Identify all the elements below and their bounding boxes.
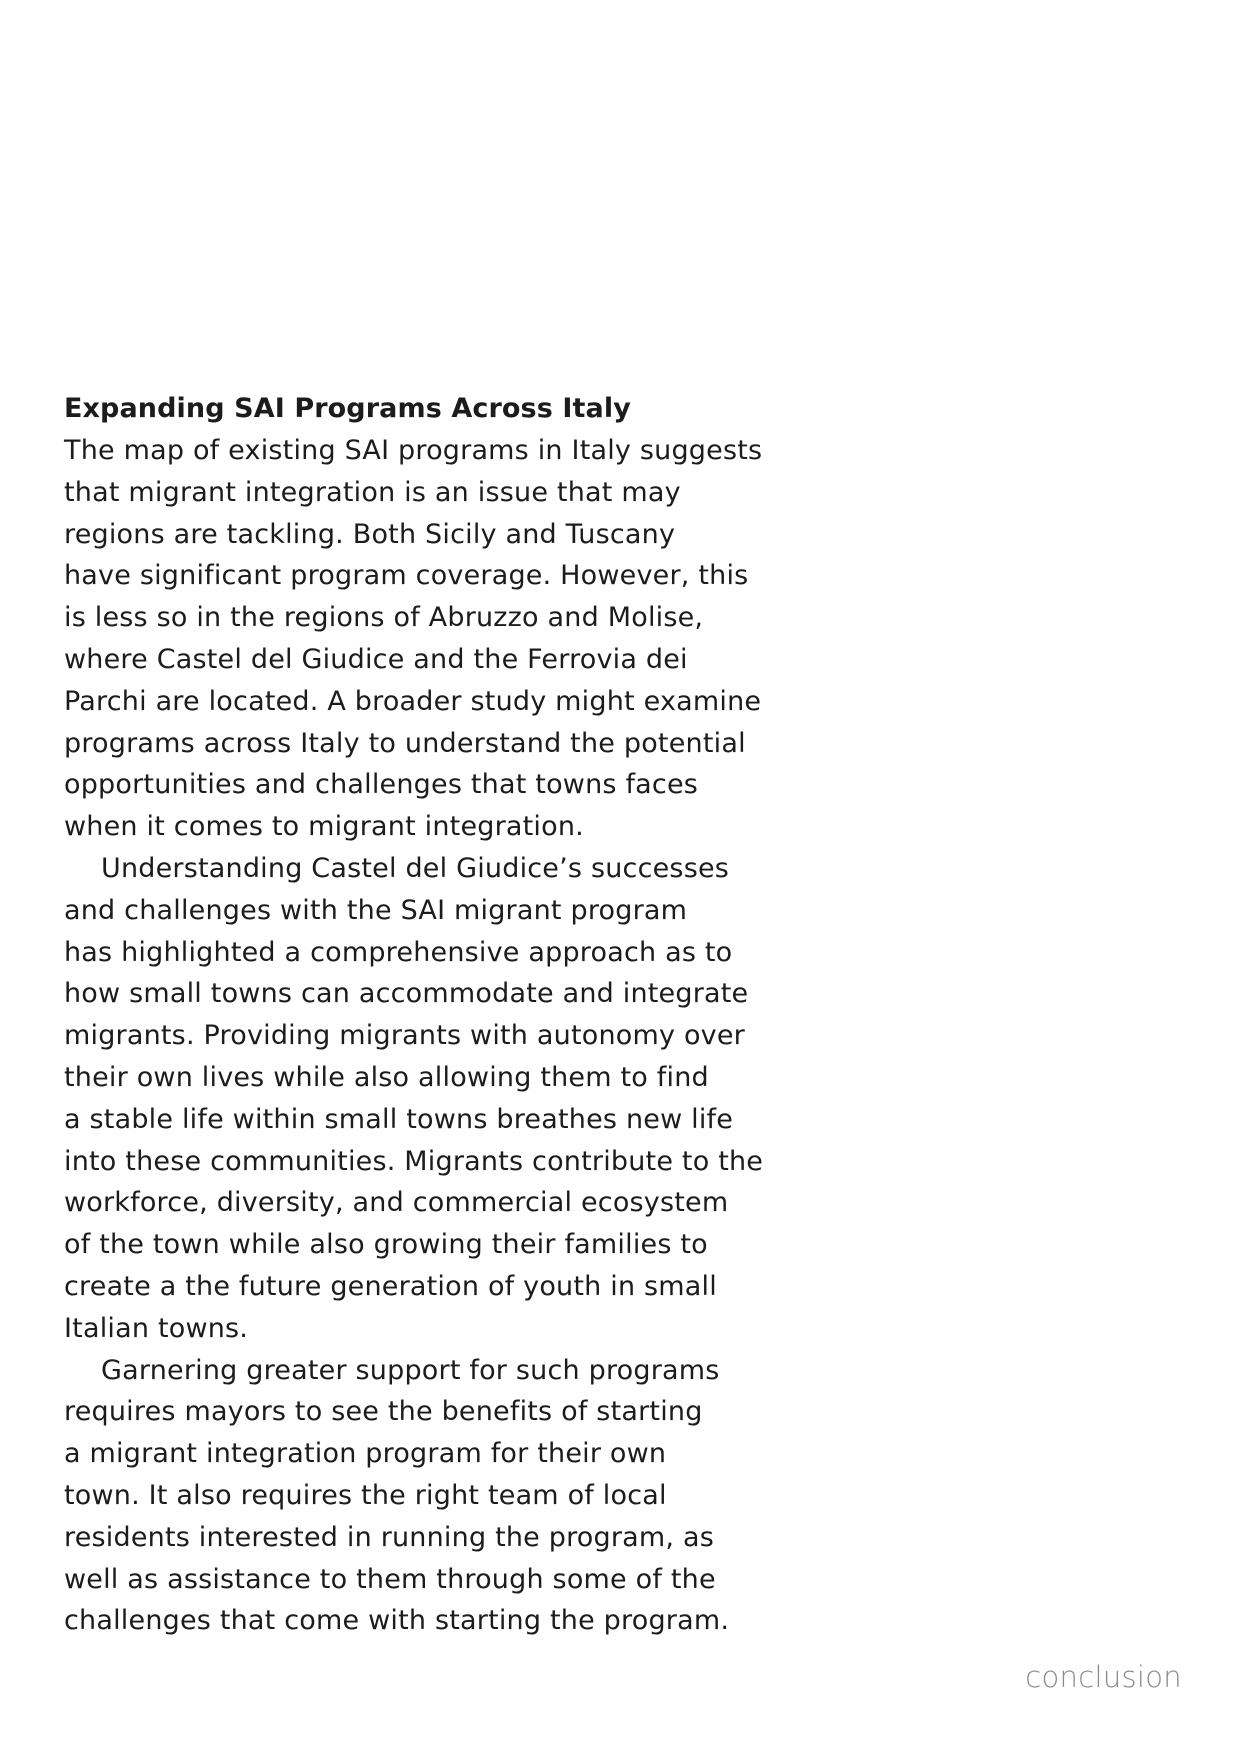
section-footer-label: conclusion <box>1025 1660 1182 1694</box>
text-line: Italian towns. <box>64 1312 249 1344</box>
text-line: and challenges with the SAI migrant program <box>64 894 688 926</box>
text-line: has highlighted a comprehensive approach as to <box>64 936 733 968</box>
text-line: a migrant integration program for their own <box>64 1438 667 1470</box>
text-line: workforce, diversity, and commercial ecosystem <box>64 1187 729 1219</box>
text-line: is less so in the regions of Abruzzo and Molise, <box>64 602 704 634</box>
paragraph-2 <box>64 848 824 1350</box>
text-line: create a the future generation of youth in small <box>64 1270 717 1302</box>
text-line: have significant program coverage. However, this <box>64 560 749 592</box>
text-line: requires mayors to see the benefits of starting <box>64 1396 703 1428</box>
text-line: regions are tackling. Both Sicily and Tuscany <box>64 518 676 550</box>
text-line: opportunities and challenges that towns faces <box>64 769 699 801</box>
text-line: well as assistance to them through some of the <box>64 1563 716 1595</box>
text-line: into these communities. Migrants contribute to the <box>64 1145 764 1177</box>
text-line: a stable life within small towns breathes new life <box>64 1103 734 1135</box>
text-line: migrants. Providing migrants with autonomy over <box>64 1020 745 1052</box>
text-line: town. It also requires the right team of local <box>64 1479 667 1511</box>
paragraph-3 <box>64 1350 824 1643</box>
text-line: Garnering greater support for such programs <box>101 1354 720 1386</box>
text-line: The map of existing SAI programs in Italy suggests <box>64 435 763 466</box>
text-line: of the town while also growing their families to <box>64 1229 708 1261</box>
text-line: how small towns can accommodate and integrate <box>64 978 749 1010</box>
paragraph-1 <box>64 430 824 848</box>
section-heading: Expanding SAI Programs Across Italy <box>64 393 631 424</box>
text-line: residents interested in running the program, as <box>64 1521 714 1553</box>
text-line: Understanding Castel del Giudice’s successes <box>101 852 730 884</box>
text-line: when it comes to migrant integration. <box>64 811 584 843</box>
article-body <box>64 388 824 1642</box>
text-line: programs across Italy to understand the potential <box>64 727 746 759</box>
text-line: Parchi are located. A broader study might examine <box>64 685 762 717</box>
text-line: their own lives while also allowing them to find <box>64 1061 709 1093</box>
text-line: where Castel del Giudice and the Ferrovia dei <box>64 643 688 675</box>
text-line: challenges that come with starting the program. <box>64 1605 730 1637</box>
text-line: that migrant integration is an issue that may <box>64 476 681 508</box>
